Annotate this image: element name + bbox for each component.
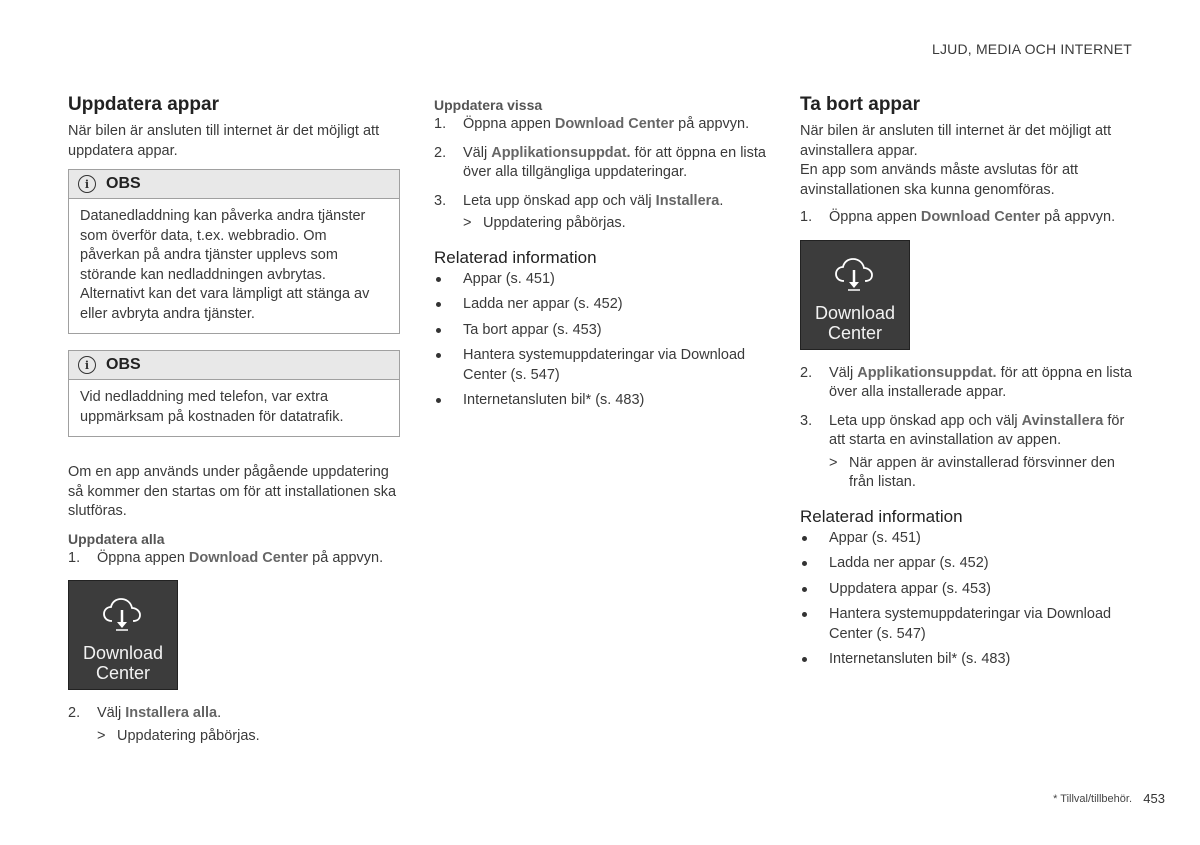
obs-body: Vid nedladdning med telefon, var extra uppmärksam på kostnaden för datatrafik. (80, 389, 344, 425)
download-center-app-tile[interactable] (68, 580, 178, 690)
subheading-update-some: Uppdatera vissa (434, 97, 543, 113)
step-item: 1. Öppna appen Download Center på appvyn. (434, 116, 750, 132)
step-item: 1. Öppna appen Download Center på appvyn. (68, 549, 384, 566)
section-title-update-apps: Uppdatera appar (68, 94, 219, 115)
step-item: 2. Välj Applikationsuppdat. för att öppna en lista över alla tillgängliga uppdateringar. (434, 144, 766, 180)
restart-note: Om en app används under pågående uppdatering så kommer den startas om för att installationen ska slutföras. (68, 464, 397, 519)
subheading-update-all: Uppdatera alla (68, 530, 165, 547)
related-info-list (434, 270, 766, 411)
download-center-app-tile[interactable] (800, 240, 910, 350)
info-icon: i (78, 356, 96, 374)
page-number: 453 (1143, 791, 1165, 806)
column-update-apps (68, 94, 400, 754)
related-link[interactable]: Appar (s. 451) (434, 270, 766, 290)
related-link[interactable]: Ladda ner appar (s. 452) (434, 295, 766, 315)
step-result: > Uppdatering påbörjas. (463, 215, 626, 231)
intro-text: När bilen är ansluten till internet är det möjligt att uppdatera appar. (68, 123, 380, 159)
steps-remove (800, 208, 1132, 228)
related-link[interactable]: Appar (s. 451) (800, 529, 1132, 549)
footnote: * Tillval/tillbehör. (1053, 793, 1132, 805)
column-remove-apps (800, 94, 1132, 676)
related-info-title: Relaterad information (800, 506, 963, 526)
column-update-some (434, 94, 766, 417)
steps-update-all-cont (68, 704, 400, 724)
obs-box-data-download (68, 169, 400, 334)
step-result: > Uppdatering påbörjas. (97, 727, 260, 744)
step-result: > När appen är avinstallerad försvinner den från listan. (829, 454, 1115, 490)
related-link[interactable]: Ladda ner appar (s. 452) (800, 554, 1132, 574)
tile-label: Download Center (82, 643, 164, 683)
step-item: 3. Leta upp önskad app och välj Installera. (434, 192, 724, 209)
steps-remove-cont (800, 364, 1132, 451)
obs-box-phone-download (68, 350, 400, 437)
obs-header (69, 351, 399, 380)
obs-body: Datanedladdning kan påverka andra tjänster som överför data, t.ex. webbradio. Om påverkan på andra tjänster upplevs som störande kan nedladdningen avbrytas. Alternativt kan det vara lämpligt att stänga av eller avbryta andra tjänster. (80, 208, 370, 322)
intro-text: När bilen är ansluten till internet är det möjligt att avinstallera appar. (800, 123, 1112, 159)
section-title-remove-apps: Ta bort appar (800, 94, 920, 115)
obs-label: OBS (106, 175, 141, 192)
related-info-list (800, 529, 1132, 670)
related-link[interactable]: Internetansluten bil* (s. 483) (434, 391, 766, 411)
info-icon: i (78, 175, 96, 193)
steps-update-some (434, 115, 766, 211)
tile-label: Download Center (814, 302, 896, 343)
related-info-title: Relaterad information (434, 247, 597, 267)
cloud-download-icon (833, 255, 877, 293)
obs-header (69, 170, 399, 199)
running-header: LJUD, MEDIA OCH INTERNET (931, 41, 1132, 57)
obs-label: OBS (106, 356, 141, 373)
steps-update-all (68, 549, 400, 569)
step-item: 2. Välj Installera alla. (68, 705, 222, 721)
cloud-download-icon (101, 595, 145, 633)
step-item: 2. Välj Applikationsuppdat. för att öppna en lista över alla installerade appar. (800, 364, 1132, 400)
step-item: 1. Öppna appen Download Center på appvyn. (800, 209, 1116, 225)
step-item: 3. Leta upp önskad app och välj Avinstallera för att starta en avinstallation av appen. (800, 412, 1125, 448)
uninstall-note: En app som används måste avslutas för att avinstallationen ska kunna genomföras. (800, 162, 1079, 198)
related-link[interactable]: Uppdatera appar (s. 453) (800, 580, 1132, 600)
related-link[interactable]: Hantera systemuppdateringar via Download Center (s. 547) (434, 346, 766, 385)
related-link[interactable]: Ta bort appar (s. 453) (434, 321, 766, 341)
related-link[interactable]: Internetansluten bil* (s. 483) (800, 650, 1132, 670)
related-link[interactable]: Hantera systemuppdateringar via Download Center (s. 547) (800, 605, 1132, 644)
